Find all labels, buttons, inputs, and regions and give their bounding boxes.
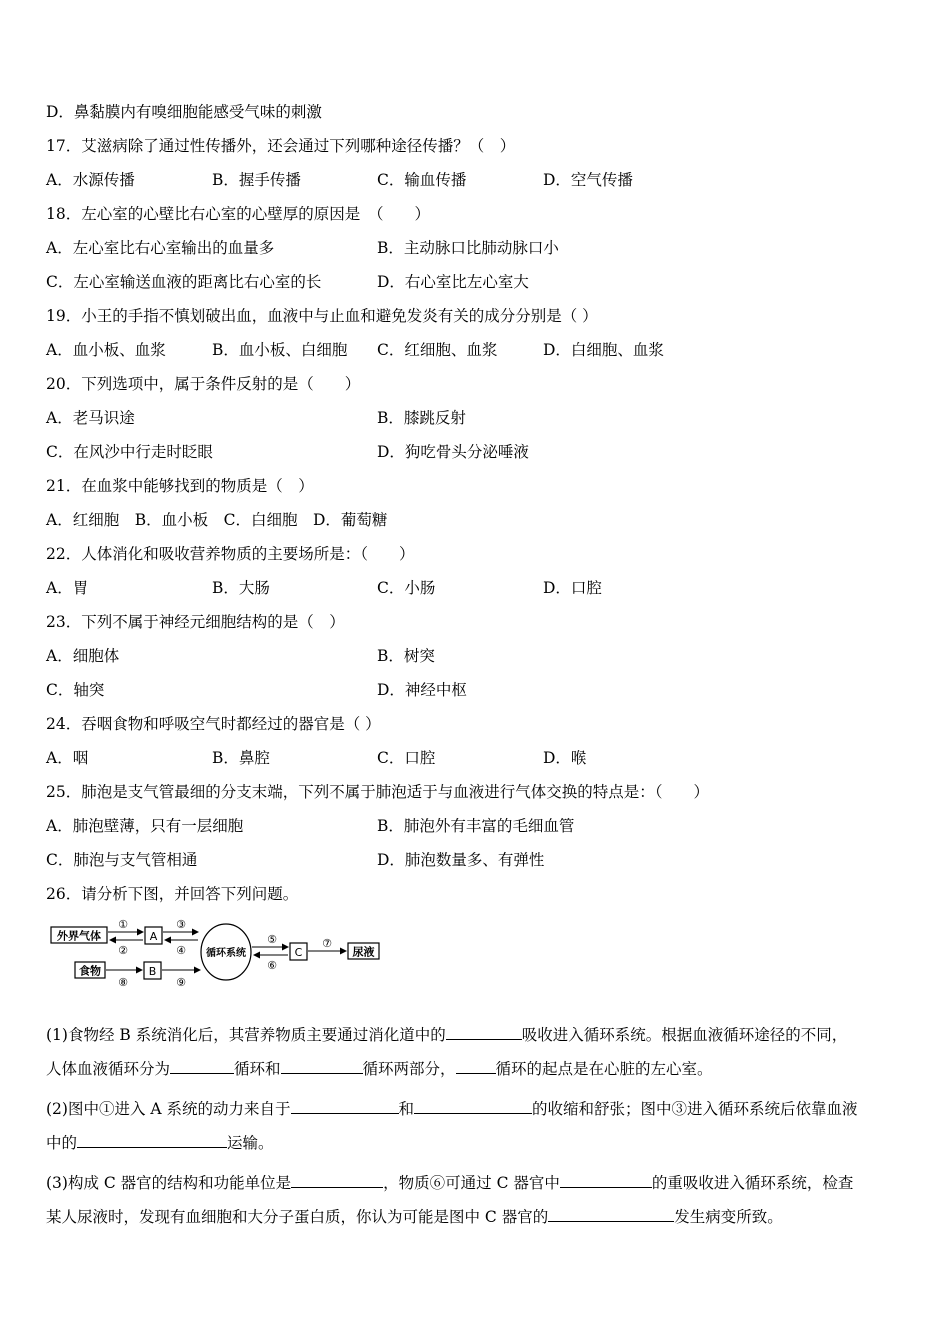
external-gas-label: 外界气体 xyxy=(57,929,101,943)
label-1: ① xyxy=(118,918,128,931)
circulation-label: 循环系统 xyxy=(206,948,246,959)
q25-option-a: A．肺泡壁薄，只有一层细胞 xyxy=(46,817,244,835)
p3-text-b: ，物质⑥可通过 C 器官中 xyxy=(383,1174,560,1192)
q18-stem: 18．左心室的心壁比右心室的心壁厚的原因是 （ ） xyxy=(46,205,430,223)
p3-text-a: (3)构成 C 器官的结构和功能单位是 xyxy=(46,1174,292,1192)
p1-blank-2[interactable] xyxy=(170,1057,234,1074)
q23-option-b: B．树突 xyxy=(377,647,435,665)
label-6: ⑥ xyxy=(267,959,277,972)
q16-option-d: D．鼻黏膜内有嗅细胞能感受气味的刺激 xyxy=(46,103,322,121)
q20-option-a: A．老马识途 xyxy=(46,409,135,427)
q22-stem: 22．人体消化和吸收营养物质的主要场所是：（ ） xyxy=(46,545,415,563)
p1-text-b: 吸收进入循环系统。根据血液循环途径的不同， xyxy=(521,1026,848,1044)
q18-option-c: C．左心室输送血液的距离比右心室的长 xyxy=(46,273,322,291)
p3-blank-3[interactable] xyxy=(548,1205,674,1222)
q20-option-d: D．狗吃骨头分泌唾液 xyxy=(377,443,529,461)
q22-option-b: B．大肠 xyxy=(212,579,270,597)
p3-blank-2[interactable] xyxy=(560,1171,652,1188)
q20-stem: 20．下列选项中，属于条件反射的是（ ） xyxy=(46,375,361,393)
q21-stem: 21．在血浆中能够找到的物质是（ ） xyxy=(46,477,314,495)
q20-option-b: B．膝跳反射 xyxy=(377,409,466,427)
label-5: ⑤ xyxy=(267,933,277,946)
box-c-label: C xyxy=(294,946,303,959)
p1-text-c: 人体血液循环分为 xyxy=(46,1060,171,1078)
p3-text-d: 某人尿液时，发现有血细胞和大分子蛋白质，你认为可能是图中 C 器官的 xyxy=(46,1208,549,1226)
p1-text-d: 循环和 xyxy=(234,1060,281,1078)
q23-stem: 23．下列不属于神经元细胞结构的是（ ） xyxy=(46,613,345,631)
p2-text-c: 的收缩和舒张；图中③进入循环系统后依靠血液 xyxy=(532,1100,858,1118)
p2-text-d: 中的 xyxy=(46,1134,78,1152)
q18-option-b: B．主动脉口比肺动脉口小 xyxy=(377,239,559,257)
q24-option-d: D．喉 xyxy=(543,749,587,767)
q25-option-c: C．肺泡与支气管相通 xyxy=(46,851,198,869)
q18-option-d: D．右心室比左心室大 xyxy=(377,273,529,291)
q24-option-c: C．口腔 xyxy=(377,749,436,767)
p1-text-e: 循环两部分， xyxy=(362,1060,456,1078)
q17-option-a: A．水源传播 xyxy=(46,171,135,189)
q26-part-2 xyxy=(46,1092,906,1160)
q23-option-d: D．神经中枢 xyxy=(377,681,467,699)
q24-option-a: A．咽 xyxy=(46,749,89,767)
food-label: 食物 xyxy=(79,964,101,978)
p3-text-c: 的重吸收进入循环系统，检查 xyxy=(651,1174,854,1192)
q19-option-c: C．红细胞、血浆 xyxy=(377,341,498,359)
label-3: ③ xyxy=(176,918,186,931)
q22-option-d: D．口腔 xyxy=(543,579,602,597)
p3-text-e: 发生病变所致。 xyxy=(674,1208,783,1226)
q24-stem: 24．吞咽食物和呼吸空气时都经过的器官是（ ） xyxy=(46,715,381,733)
box-a-label: A xyxy=(149,930,158,943)
q26-part-3 xyxy=(46,1166,906,1234)
q23-option-a: A．细胞体 xyxy=(46,647,120,665)
q22-option-c: C．小肠 xyxy=(377,579,436,597)
p1-blank-3[interactable] xyxy=(281,1057,363,1074)
q26-part-1 xyxy=(46,1018,906,1086)
q19-stem: 19．小王的手指不慎划破出血，血液中与止血和避免发炎有关的成分分别是（ ） xyxy=(46,307,598,325)
q19-option-d: D．白细胞、血浆 xyxy=(543,341,664,359)
p3-blank-1[interactable] xyxy=(291,1171,383,1188)
q17-option-d: D．空气传播 xyxy=(543,171,633,189)
q26-stem: 26．请分析下图，并回答下列问题。 xyxy=(46,885,299,903)
label-2: ② xyxy=(118,944,128,957)
q17-option-b: B．握手传播 xyxy=(212,171,301,189)
urine-label: 尿液 xyxy=(352,945,375,959)
q24-option-b: B．鼻腔 xyxy=(212,749,270,767)
label-4: ④ xyxy=(176,944,186,957)
p1-text-a: (1)食物经 B 系统消化后，其营养物质主要通过消化道中的 xyxy=(46,1026,446,1044)
label-9: ⑨ xyxy=(176,976,186,989)
q25-option-b: B．肺泡外有丰富的毛细血管 xyxy=(377,817,575,835)
q19-option-b: B．血小板、白细胞 xyxy=(212,341,348,359)
q22-option-a: A．胃 xyxy=(46,579,89,597)
box-b-label: B xyxy=(148,965,157,978)
q19-option-a: A．血小板、血浆 xyxy=(46,341,166,359)
p2-text-e: 运输。 xyxy=(227,1134,274,1152)
p2-text-a: (2)图中①进入 A 系统的动力来自于 xyxy=(46,1100,291,1118)
label-7: ⑦ xyxy=(322,937,332,950)
label-8: ⑧ xyxy=(118,976,128,989)
p2-text-b: 和 xyxy=(398,1100,415,1118)
q20-option-c: C．在风沙中行走时眨眼 xyxy=(46,443,213,461)
q18-option-a: A．左心室比右心室输出的血量多 xyxy=(46,239,275,257)
p2-blank-1[interactable] xyxy=(291,1097,399,1114)
q25-option-d: D．肺泡数量多、有弹性 xyxy=(377,851,545,869)
p2-blank-3[interactable] xyxy=(77,1131,227,1148)
p1-text-f: 循环的起点是在心脏的左心室。 xyxy=(495,1060,713,1078)
q25-stem: 25．肺泡是支气管最细的分支末端，下列不属于肺泡适于与血液进行气体交换的特点是：（ ） xyxy=(46,783,709,801)
p2-blank-2[interactable] xyxy=(414,1097,532,1114)
q17-stem: 17．艾滋病除了通过性传播外，还会通过下列哪种途径传播？（ ） xyxy=(46,137,516,155)
p1-blank-1[interactable] xyxy=(446,1023,522,1040)
q17-option-c: C．输血传播 xyxy=(377,171,467,189)
q23-option-c: C．轴突 xyxy=(46,681,105,699)
circulation-diagram xyxy=(48,914,388,990)
q21-options: A．红细胞 B．血小板 C．白细胞 D．葡萄糖 xyxy=(46,511,388,529)
p1-blank-4[interactable] xyxy=(456,1057,496,1074)
